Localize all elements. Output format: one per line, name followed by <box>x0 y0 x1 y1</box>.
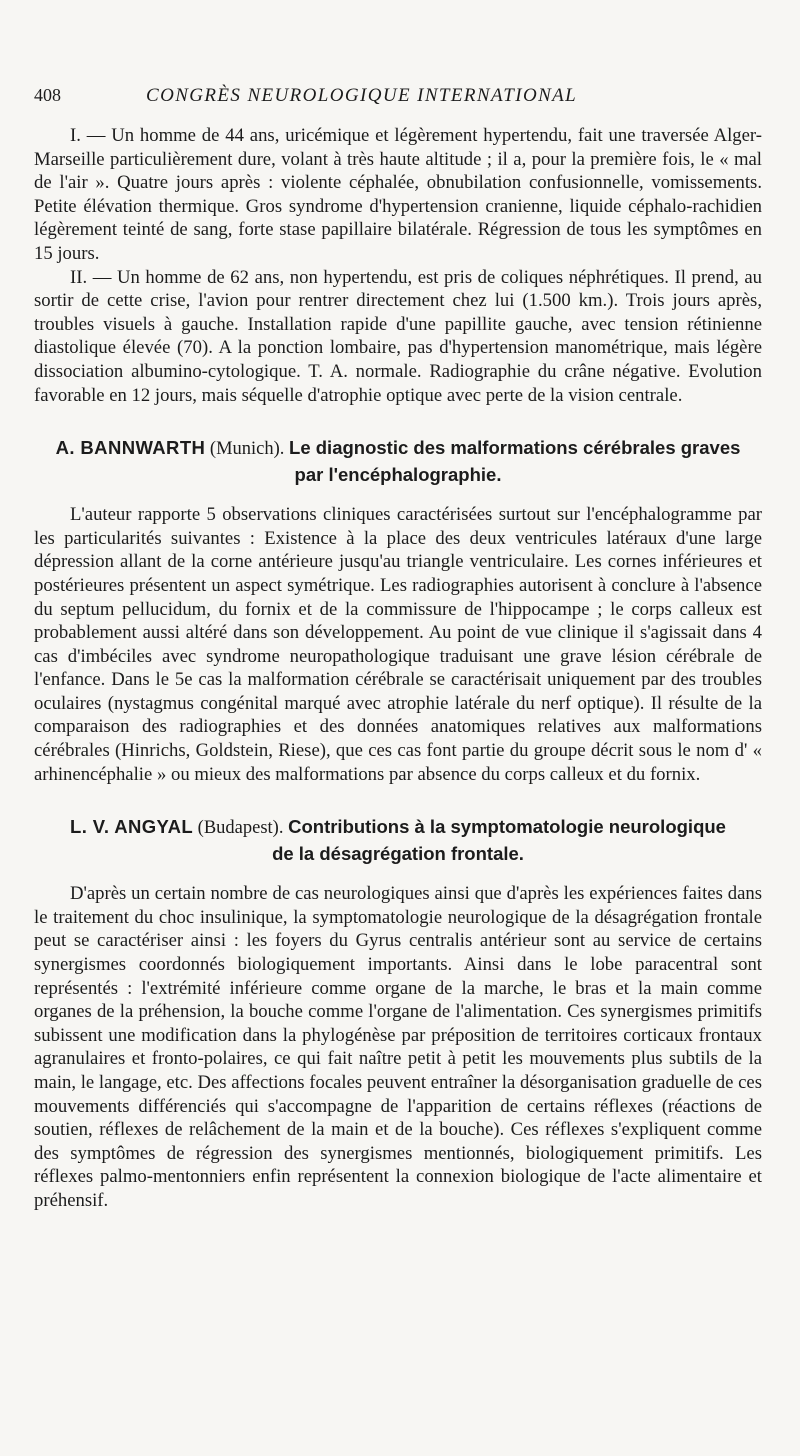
author-name: L. V. ANGYAL <box>70 816 194 838</box>
abstract-title-line2: de la désagrégation frontale. <box>272 843 524 865</box>
journal-title: CONGRÈS NEUROLOGIQUE INTERNATIONAL <box>146 85 578 106</box>
abstract-title-line1: Contributions à la symptomatologie neurologique <box>288 816 726 838</box>
abstract-body: L'auteur rapporte 5 observations cliniques caractérisées surtout sur l'encéphalogramme par les particularités suivantes : Existence à la place des deux ventricules latéraux d'une large dépression allant de la corne antérieure jusqu'au triangle ventriculaire. Les cornes inférieures et postérieures présentent un aspect symétrique. Les radiographies autorisent à conclure à l'absence du septum pellucidum, du fornix et de la commissure de l'hippocampe ; le corps calleux est probablement aussi altéré dans son développement. Au point de vue clinique il s'agissait dans 4 cas d'imbéciles avec syndrome neuropathologique traduisant une grave lésion cérébrale de l'enfance. Dans le 5e cas la malformation cérébrale se caractérisait uniquement par des troubles oculaires (nystagmus congénital marqué avec atrophie latérale du nerf optique). Il résulte de la comparaison des radiographies et des données anatomiques relatives aux malformations cérébrales (Hinrichs, Goldstein, Riese), que ces cas font partie du groupe décrit sous le nom d' « arhinencéphalie » ou mieux des malformations par absence du corps calleux et du fornix. <box>34 504 762 785</box>
author-city: (Budapest). <box>197 818 284 839</box>
abstract-heading <box>34 814 762 868</box>
page-body <box>34 124 762 1213</box>
abstract-bannwarth <box>34 435 762 786</box>
abstract-body: D'après un certain nombre de cas neurologiques ainsi que d'après les expériences faites dans le traitement du choc insulinique, la symptomatologie neurologique de la désagrégation frontale peut se caractériser ainsi : les foyers du Gyrus centralis antérieur sont au service de certains synergismes coordonnés biologiquement importants. Ainsi dans le lobe paracentral sont représentés : l'extrémité inférieure comme organe de la marche, le bras et la main comme organes de la préhension, la bouche comme l'organe de l'alimentation. Ces synergismes primitifs subissent une modification dans la phylogénèse par préposition de territoires corticaux frontaux agranulaires et fronto-polaires, ce qui fait naître petit à petit les mouvements plus subtils de la main, le langage, etc. Des affections focales peuvent entraîner la désorganisation graduelle de ces mouvements différenciés qui s'accompagne de l'apparition de certains réflexes (réactions de soutien, réflexes de relâchement de la main et de la bouche). Ces réflexes s'expliquent comme des symptômes de régression des synergismes mentionnés, biologiquement primitifs. Les réflexes palmo-mentonniers enfin représentent la connexion biologique de l'acte alimentaire et préhensif. <box>34 883 762 1211</box>
abstract-title-line2: par l'encéphalographie. <box>294 464 502 486</box>
running-head <box>34 85 774 109</box>
abstract-title-line1: Le diagnostic des malformations cérébrales graves <box>289 437 741 459</box>
page-number: 408 <box>34 85 61 105</box>
abstract-angyal <box>34 814 762 1212</box>
author-name: A. BANNWARTH <box>55 437 206 459</box>
author-city: (Munich). <box>209 439 285 460</box>
case-report-2: II. — Un homme de 62 ans, non hypertendu, est pris de coliques néphrétiques. Il prend, au sortir de cette crise, l'avion pour rentrer directement chez lui (1.500 km.). Trois jours après, troubles visuels à gauche. Installation rapide d'une papillite gauche, avec tension rétinienne diastolique élevée (70). A la ponction lombaire, pas d'hypertension manométrique, mais légère dissociation albumino-cytologique. T. A. normale. Radiographie du crâne négative. Evolution favorable en 12 jours, mais séquelle d'atrophie optique avec perte de la vision centrale. <box>34 266 762 406</box>
case-report-1: I. — Un homme de 44 ans, uricémique et légèrement hypertendu, fait une traversée Alger-Marseille particulièrement dure, volant à très haute altitude ; il a, pour la première fois, le « mal de l'air ». Quatre jours après : violente céphalée, obnubilation confusionnelle, vomissements. Petite élévation thermique. Gros syndrome d'hypertension cranienne, liquide céphalo-rachidien légèrement teinté de sang, forte stase papillaire bilatérale. Régression de tous les symptômes en 15 jours. <box>34 125 762 264</box>
abstract-heading <box>34 435 762 489</box>
